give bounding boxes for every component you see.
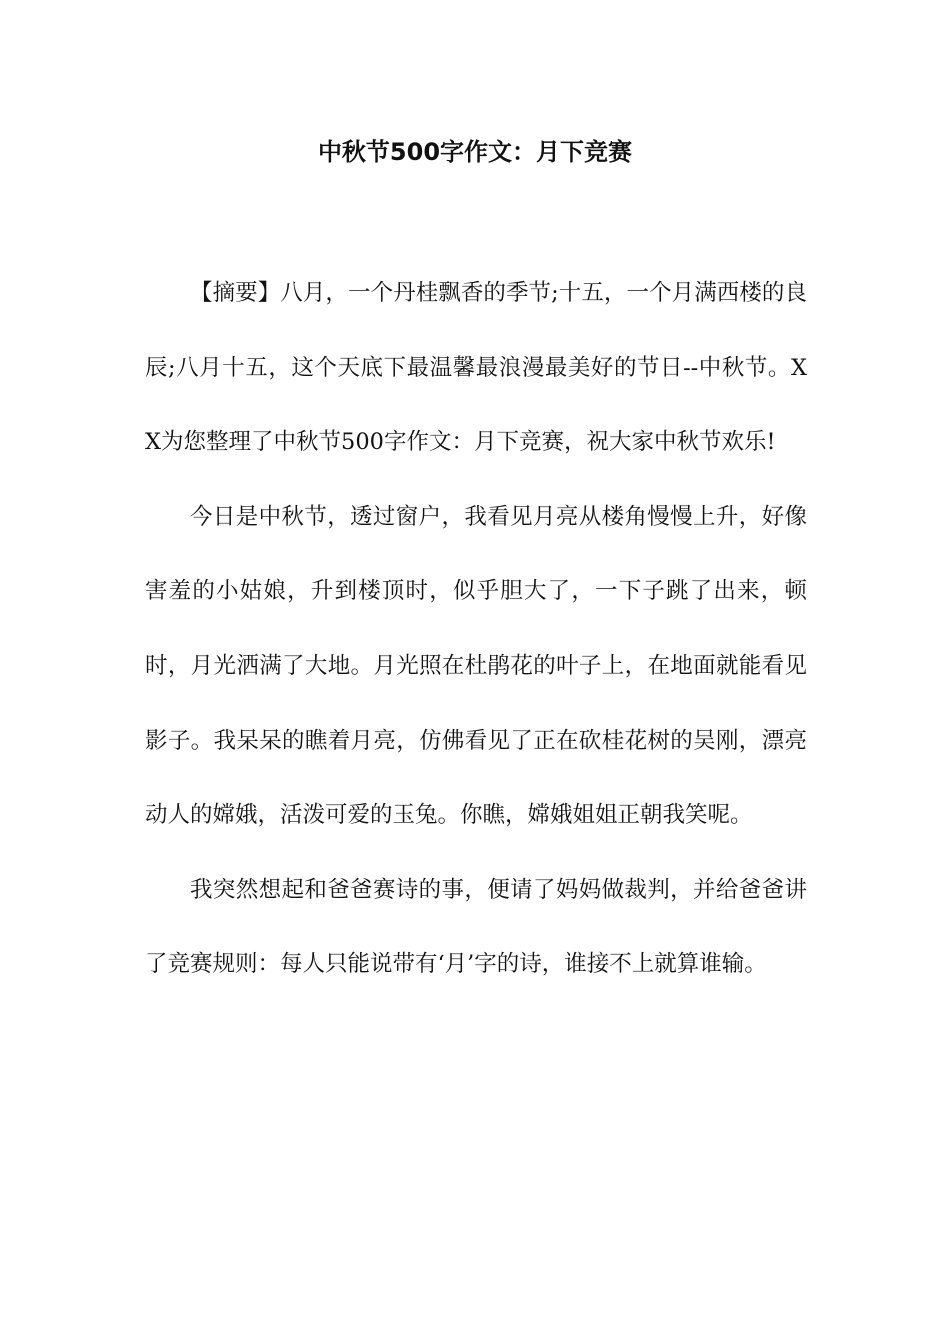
document-body <box>145 256 807 1002</box>
abstract-paragraph: 【摘要】八月，一个丹桂飘香的季节;十五，一个月满西楼的良辰;八月十五，这个天底下最温馨最浪漫最美好的节日--中秋节。XX为您整理了中秋节500字作文：月下竞赛，祝大家中秋节欢乐! <box>145 280 807 456</box>
body-paragraph-1: 今日是中秋节，透过窗户，我看见月亮从楼角慢慢上升，好像害羞的小姑娘，升到楼顶时，似乎胆大了，一下子跳了出来，顿时，月光洒满了大地。月光照在杜鹃花的叶子上，在地面就能看见影子。我呆呆的瞧着月亮，仿佛看见了正在砍桂花树的吴刚，漂亮动人的嫦娥，活泼可爱的玉兔。你瞧，嫦娥姐姐正朝我笑呢。 <box>145 503 807 829</box>
page-title: 中秋节500字作文：月下竞赛 <box>317 138 633 166</box>
body-paragraph-2: 我突然想起和爸爸赛诗的事，便请了妈妈做裁判，并给爸爸讲了竞赛规则：每人只能说带有‘月’字的诗，谁接不上就算谁输。 <box>145 876 807 978</box>
